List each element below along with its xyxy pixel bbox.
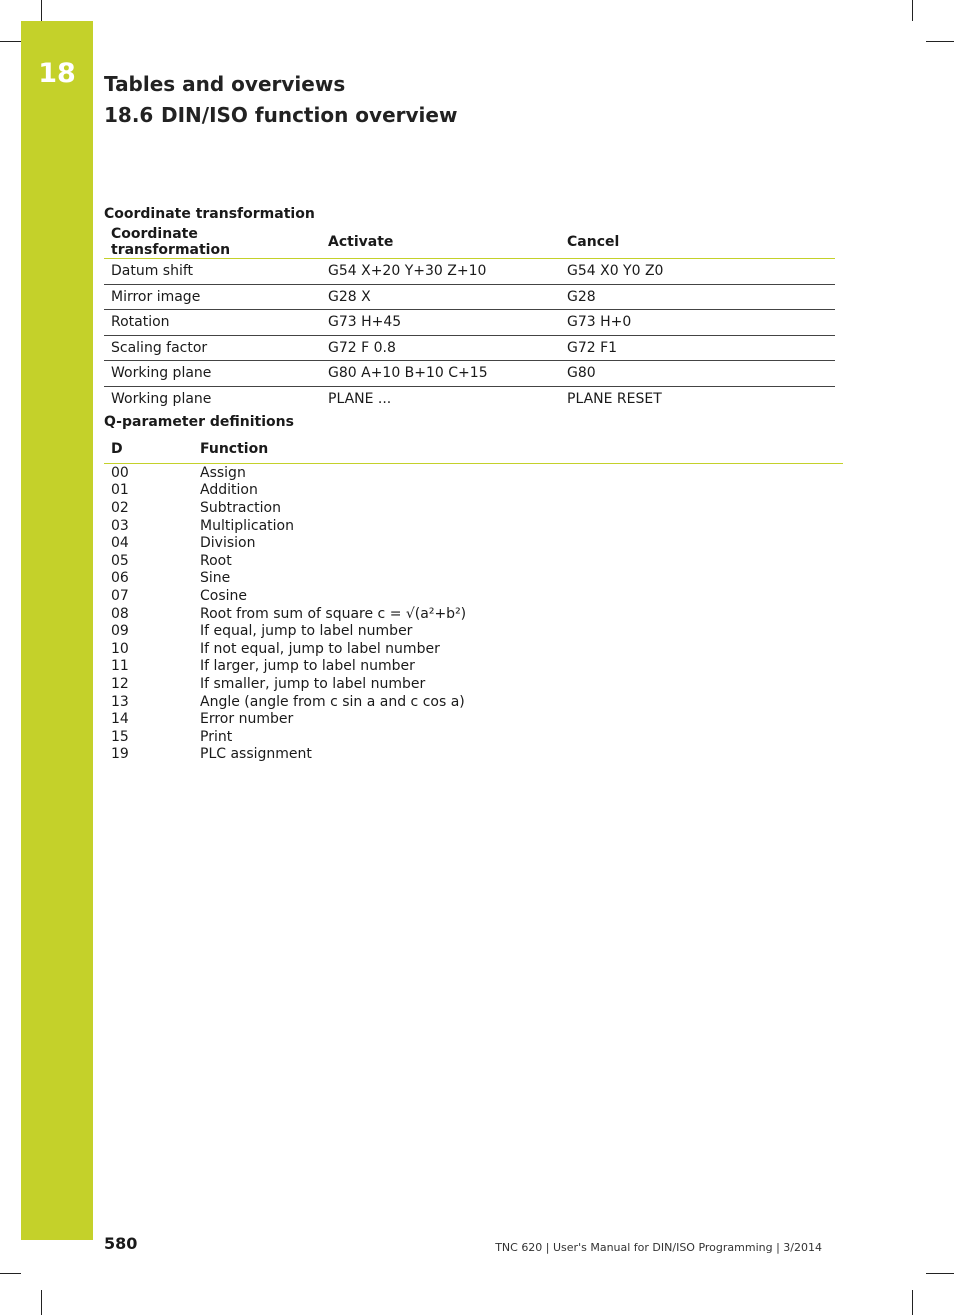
table-row: [104, 622, 843, 640]
table-cell: 01: [111, 482, 129, 499]
table-cell: Angle (angle from c sin a and c cos a): [200, 693, 465, 710]
table-cell: Root from sum of square c = √(a²+b²): [200, 605, 467, 622]
crop-mark: [926, 41, 954, 42]
table-cell: 08: [111, 605, 129, 622]
table-cell: 03: [111, 517, 129, 534]
table-cell: Multiplication: [200, 517, 294, 534]
table-cell: G80 A+10 B+10 C+15: [321, 361, 560, 387]
table-cell: Scaling factor: [104, 335, 321, 361]
table-row: [104, 710, 843, 728]
table-cell: Cosine: [200, 587, 248, 604]
section-title-text: DIN/ISO function overview: [161, 103, 458, 127]
table-cell: Print: [200, 728, 233, 745]
table-cell: G73 H+0: [560, 310, 835, 336]
table-header-row: [104, 435, 843, 464]
table-cell: PLC assignment: [200, 746, 312, 763]
table-cell: 13: [111, 693, 129, 710]
crop-mark: [41, 1290, 42, 1315]
table-cell: G72 F 0.8: [321, 335, 560, 361]
table-cell: Sine: [200, 570, 231, 587]
table-cell: Working plane: [111, 390, 212, 407]
table-cell: 04: [111, 535, 129, 552]
coord-heading: Coordinate transformation: [104, 206, 315, 222]
footer-text: TNC 620 | User's Manual for DIN/ISO Programming | 3/2014: [495, 1241, 822, 1254]
table-cell: If not equal, jump to label number: [200, 640, 440, 657]
table-cell: If equal, jump to label number: [200, 623, 413, 640]
table-cell: G73 H+45: [321, 310, 560, 336]
table-row: [104, 482, 843, 500]
table-cell: G28: [560, 284, 835, 310]
table-cell: Working plane: [104, 361, 321, 387]
section-title: [104, 103, 457, 127]
column-header: Cancel: [560, 226, 835, 259]
coord-table: [104, 226, 835, 411]
table-cell: G54 X0 Y0 Z0: [560, 259, 835, 285]
table-row: [104, 640, 843, 658]
chapter-title: Tables and overviews: [104, 72, 346, 96]
table-cell: Subtraction: [200, 499, 281, 516]
table-cell: PLANE ...: [328, 390, 392, 407]
table-row: [104, 361, 835, 387]
section-number: 18.6: [104, 103, 154, 127]
table-cell: 09: [111, 623, 129, 640]
table-header-row: [104, 226, 835, 259]
table-cell: 11: [111, 658, 129, 675]
table-row: [104, 464, 843, 482]
column-header: Function: [193, 435, 843, 464]
table-row: [104, 552, 843, 570]
qparam-heading: Q-parameter definitions: [104, 414, 294, 430]
table-row: [104, 693, 843, 711]
table-cell: Error number: [200, 711, 294, 728]
crop-mark: [926, 1273, 954, 1274]
table-row: [104, 728, 843, 746]
table-cell: If larger, jump to label number: [200, 658, 415, 675]
table-cell: Rotation: [104, 310, 321, 336]
table-cell: G54 X+20 Y+30 Z+10: [321, 259, 560, 285]
table-cell: Division: [200, 535, 256, 552]
table-cell: G80: [560, 361, 835, 387]
table-cell: 07: [111, 587, 129, 604]
crop-mark: [41, 0, 42, 21]
table-cell: 12: [111, 675, 129, 692]
crop-mark: [0, 41, 21, 42]
table-cell: 14: [111, 711, 129, 728]
table-row: [104, 658, 843, 676]
table-cell: PLANE RESET: [567, 390, 662, 407]
table-row: [104, 605, 843, 623]
table-row: [104, 517, 843, 535]
table-cell: 19: [111, 746, 129, 763]
table-row: [104, 534, 843, 552]
column-header: D: [104, 435, 193, 464]
table-cell: Root: [200, 552, 232, 569]
table-cell: Datum shift: [104, 259, 321, 285]
table-cell: 02: [111, 499, 129, 516]
table-cell: Addition: [200, 482, 258, 499]
table-row: [104, 335, 835, 361]
table-row: [104, 259, 835, 285]
table-cell: G72 F1: [560, 335, 835, 361]
crop-mark: [0, 1273, 21, 1274]
table-row: [104, 746, 843, 764]
table-cell: Assign: [200, 464, 246, 481]
chapter-number: 18: [38, 58, 76, 89]
table-cell: 00: [111, 464, 129, 481]
page-number: 580: [104, 1234, 138, 1253]
crop-mark: [912, 0, 913, 21]
crop-mark: [912, 1290, 913, 1315]
table-row: [104, 675, 843, 693]
qparam-table: [104, 435, 843, 763]
table-row: [104, 587, 843, 605]
table-cell: If smaller, jump to label number: [200, 675, 426, 692]
table-cell: 15: [111, 728, 129, 745]
table-cell: 06: [111, 570, 129, 587]
table-row: [104, 499, 843, 517]
table-cell: 10: [111, 640, 129, 657]
table-row: [104, 570, 843, 588]
column-header: Coordinate transformation: [104, 226, 321, 259]
table-row: [104, 386, 835, 411]
table-row: [104, 284, 835, 310]
column-header: Activate: [321, 226, 560, 259]
table-cell: Mirror image: [104, 284, 321, 310]
table-cell: G28 X: [321, 284, 560, 310]
table-row: [104, 310, 835, 336]
table-cell: 05: [111, 552, 129, 569]
chapter-sidebar: [21, 21, 93, 1240]
